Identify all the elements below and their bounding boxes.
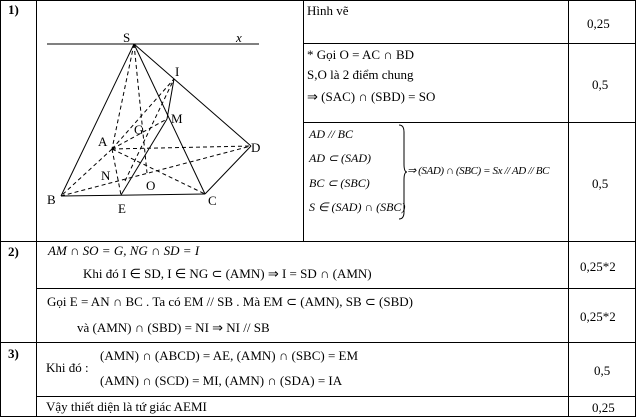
section-1-number-cell xyxy=(0,0,37,242)
edge-ai xyxy=(112,79,174,149)
part2-row2-line2: và (AMN) ∩ (SBD) = NI ⇒ NI // SB xyxy=(77,320,270,335)
part1-row3-cond3: BC ⊂ (SBC) xyxy=(309,176,370,190)
pyramid-figure xyxy=(37,1,303,241)
label-s: S xyxy=(123,30,131,45)
part2-row1-score: 0,25*2 xyxy=(580,259,616,274)
label-m: M xyxy=(171,111,183,126)
part3-line1: (AMN) ∩ (ABCD) = AE, (AMN) ∩ (SBC) = EM xyxy=(100,348,359,363)
section-3-number: 3) xyxy=(8,346,19,361)
label-b: B xyxy=(47,192,56,207)
part3-prefix: Khi đó : xyxy=(46,360,89,375)
label-i: I xyxy=(175,64,180,79)
edge-sa xyxy=(112,44,134,149)
part1-row2-line2: S,O là 2 điểm chung xyxy=(307,67,414,82)
part2-row2-score: 0,25*2 xyxy=(580,309,616,324)
part3-row2-score: 0,25 xyxy=(592,400,615,415)
edge-ad xyxy=(112,146,251,149)
label-d: D xyxy=(251,140,261,155)
edge-so xyxy=(134,44,147,173)
edge-bc xyxy=(61,194,205,196)
part1-row2-score: 0,5 xyxy=(592,77,609,92)
label-o: O xyxy=(146,178,156,193)
part1-row3-result: ⇒ (SAD) ∩ (SBC) = Sx // AD // BC xyxy=(407,165,550,177)
part1-row3-cond2: AD ⊂ (SAD) xyxy=(309,151,372,165)
part2-row1-line2: Khi đó I ∈ SD, I ∈ NG ⊂ (AMN) ⇒ I = SD ∩ (AMN) xyxy=(83,266,372,281)
edge-sc xyxy=(134,44,205,194)
edge-ae xyxy=(112,149,121,195)
part1-row2-line1: * Gọi O = AC ∩ BD xyxy=(307,47,415,62)
label-c: C xyxy=(208,193,217,208)
label-n: N xyxy=(101,168,111,183)
label-e: E xyxy=(118,201,126,216)
part2-row2-line1: Gọi E = AN ∩ BC . Ta có EM // SB . Mà EM ⊂ (AMN), SB ⊂ (SBD) xyxy=(47,294,413,309)
label-a: A xyxy=(98,134,108,149)
edge-cd xyxy=(205,146,251,194)
part3-row2-text: Vậy thiết diện là tứ giác AEMI xyxy=(46,399,207,414)
section-2-number: 2) xyxy=(8,244,19,259)
part1-row1-text: Hình vẽ xyxy=(307,3,349,18)
part2-row1-line1: AM ∩ SO = G, NG ∩ SD = I xyxy=(48,243,200,258)
label-x: x xyxy=(236,30,242,45)
edge-sb xyxy=(61,44,134,196)
edge-bd xyxy=(61,146,251,196)
label-g: G xyxy=(134,122,144,137)
part1-row3-cond1: AD // BC xyxy=(309,127,353,141)
part3-line2: (AMN) ∩ (SCD) = MI, (AMN) ∩ (SDA) = IA xyxy=(100,373,343,388)
edge-sd xyxy=(134,44,251,146)
part1-row3-score: 0,5 xyxy=(592,176,609,191)
edge-ni xyxy=(125,79,174,181)
part3-row1-score: 0,5 xyxy=(594,363,611,378)
part1-row3-cond4: S ∈ (SAD) ∩ (SBC) xyxy=(309,200,406,214)
section-1-number: 1) xyxy=(8,2,19,17)
part1-row1-score: 0,25 xyxy=(587,16,610,31)
part1-row2-line3: ⇒ (SAC) ∩ (SBD) = SO xyxy=(307,89,436,104)
